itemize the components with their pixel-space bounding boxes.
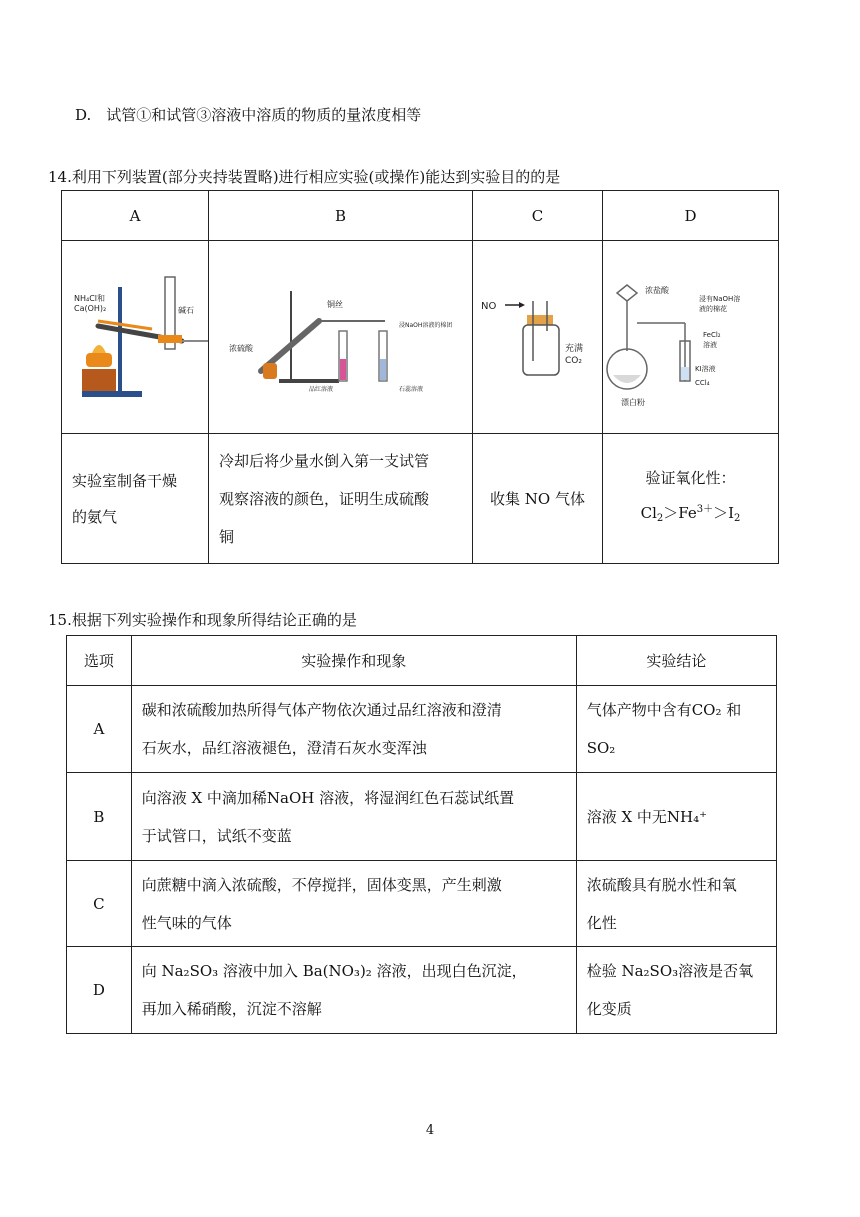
formula-cl: Cl [640, 504, 657, 522]
fig-d-ki-label: KI溶液 [695, 365, 716, 373]
q14-figure-c [473, 241, 603, 434]
q14-desc-a-line1: 实验室制备干燥 [72, 471, 178, 490]
copper-sulfuric-figure [209, 241, 472, 429]
q14-table [61, 190, 779, 564]
q14-figure-b [209, 241, 473, 434]
q15-row-c-con [576, 861, 776, 947]
q15-header-con: 实验结论 [576, 636, 776, 686]
gas-bottle-figure [473, 241, 602, 429]
table-row [67, 861, 777, 947]
ammonia-apparatus-figure [62, 241, 208, 429]
formula-fe-sup: 3＋ [696, 504, 714, 515]
q15-row-c-op-line1: 向蔗糖中滴入浓硫酸，不停搅拌，固体变黑，产生刺激 [141, 875, 502, 894]
fig-b-naoh-label: 浸NaOH溶液的棉团 [399, 322, 453, 329]
q15-row-a-con-line2: SO₂ [586, 739, 616, 757]
q15-header-op: 实验操作和现象 [131, 636, 576, 686]
q15-row-b-con [576, 773, 776, 861]
q15-row-c-opt: C [67, 861, 132, 947]
formula-cl-sub: 2 [656, 513, 664, 524]
q15-row-c-op-line2: 性气味的气体 [141, 913, 232, 932]
q15-row-b-op-line1: 向溶液 X 中滴加稀NaOH 溶液，将湿润红色石蕊试纸置 [141, 788, 515, 807]
q15-row-b-opt: B [67, 773, 132, 861]
formula-fe: ＞Fe [663, 504, 697, 522]
fig-d-soln-label: 溶液 [703, 341, 717, 349]
table-row [67, 947, 777, 1034]
q15-header-opt: 选项 [67, 636, 132, 686]
fig-d-hcl-label: 浓盐酸 [645, 286, 669, 295]
fig-a-side-label: 碱石 [178, 306, 194, 315]
q14-figure-d [603, 241, 779, 434]
q15-row-b-op-line2: 于试管口，试纸不变蓝 [141, 826, 292, 845]
q14-header-c: C [473, 191, 603, 241]
q15-title: 15.根据下列实验操作和现象所得结论正确的是 [48, 611, 357, 629]
q15-row-a-op-line1: 碳和浓硫酸加热所得气体产物依次通过品红溶液和澄清 [141, 701, 502, 719]
fig-b-copper-label: 铜丝 [327, 300, 343, 309]
q14-desc-a-line2: 的氨气 [72, 507, 118, 526]
fig-b-litmus-label: 石蕊溶液 [399, 386, 424, 393]
q15-row-d-opt: D [67, 947, 132, 1034]
q15-row-d-con [576, 947, 776, 1034]
q14-figure-a [62, 241, 209, 434]
fig-c-fill-label: 充满 [565, 344, 584, 354]
fig-a-reagent2: Ca(OH)₂ [74, 304, 107, 313]
q14-desc-d-line2 [603, 494, 778, 535]
q15-row-b-con-line1: 溶液 X 中无NH₄⁺ [586, 807, 708, 826]
q15-row-d-con-line2: 化变质 [586, 1000, 632, 1018]
q15-row-a-opt: A [67, 686, 132, 773]
q14-header-d: D [603, 191, 779, 241]
fig-b-pinred-label: 品红溶液 [309, 386, 334, 393]
q15-row-b-op [131, 773, 576, 861]
q15-table [66, 635, 777, 1034]
q14-title: 14.利用下列装置(部分夹持装置略)进行相应实验(或操作)能达到实验目的的是 [48, 168, 561, 186]
table-row [67, 686, 777, 773]
q15-row-a-con [576, 686, 776, 773]
q15-row-d-op-line2: 再加入稀硝酸，沉淀不溶解 [141, 1000, 322, 1018]
page-number: 4 [425, 1123, 435, 1138]
q14-desc-c: 收集 NO 气体 [473, 434, 603, 564]
q15-row-a-con-line1: 气体产物中含有CO₂ 和 [586, 701, 742, 719]
q14-desc-b-line3: 铜 [219, 527, 235, 546]
q14-desc-b-line1: 冷却后将少量水倒入第一支试管 [219, 451, 430, 470]
q14-desc-b-line2: 观察溶液的颜色，证明生成硫酸 [219, 489, 430, 508]
fig-c-co2-label: CO₂ [565, 356, 582, 366]
q15-row-a-op-line2: 石灰水，品红溶液褪色，澄清石灰水变浑浊 [141, 739, 427, 757]
q15-row-c-con-line2: 化性 [586, 913, 617, 932]
q14-desc-a [62, 434, 209, 564]
fig-b-acid-label: 浓硫酸 [229, 344, 253, 353]
q15-row-d-op [131, 947, 576, 1034]
oxidation-apparatus-figure [603, 241, 778, 429]
q15-row-c-op [131, 861, 576, 947]
q15-row-d-con-line1: 检验 Na₂SO₃溶液是否氧 [586, 962, 754, 980]
fig-d-fecl2-label: FeCl₂ [703, 331, 721, 339]
q14-header-b: B [209, 191, 473, 241]
q14-desc-b [209, 434, 473, 564]
fig-d-ccl4-label: CCl₄ [695, 379, 710, 387]
fig-d-cotton1-label: 浸有NaOH溶 [699, 295, 741, 303]
formula-i: ＞I [713, 504, 735, 522]
fig-a-reagent1: NH₄Cl和 [74, 294, 106, 303]
q15-row-a-op [131, 686, 576, 773]
q13-option-d: D. 试管①和试管③溶液中溶质的物质的量浓度相等 [75, 106, 422, 124]
formula-i-sub: 2 [734, 513, 741, 524]
fig-c-no-label: NO [481, 301, 497, 312]
q14-desc-d [603, 434, 779, 564]
fig-d-cotton2-label: 液的棉花 [699, 305, 727, 313]
q14-desc-d-line1: 验证氧化性： [645, 469, 736, 487]
q15-row-c-con-line1: 浓硫酸具有脱水性和氧 [586, 875, 737, 894]
q15-row-d-op-line1: 向 Na₂SO₃ 溶液中加入 Ba(NO₃)₂ 溶液，出现白色沉淀， [141, 962, 527, 980]
fig-d-bleach-label: 漂白粉 [621, 398, 645, 407]
table-row [67, 773, 777, 861]
q14-header-a: A [62, 191, 209, 241]
